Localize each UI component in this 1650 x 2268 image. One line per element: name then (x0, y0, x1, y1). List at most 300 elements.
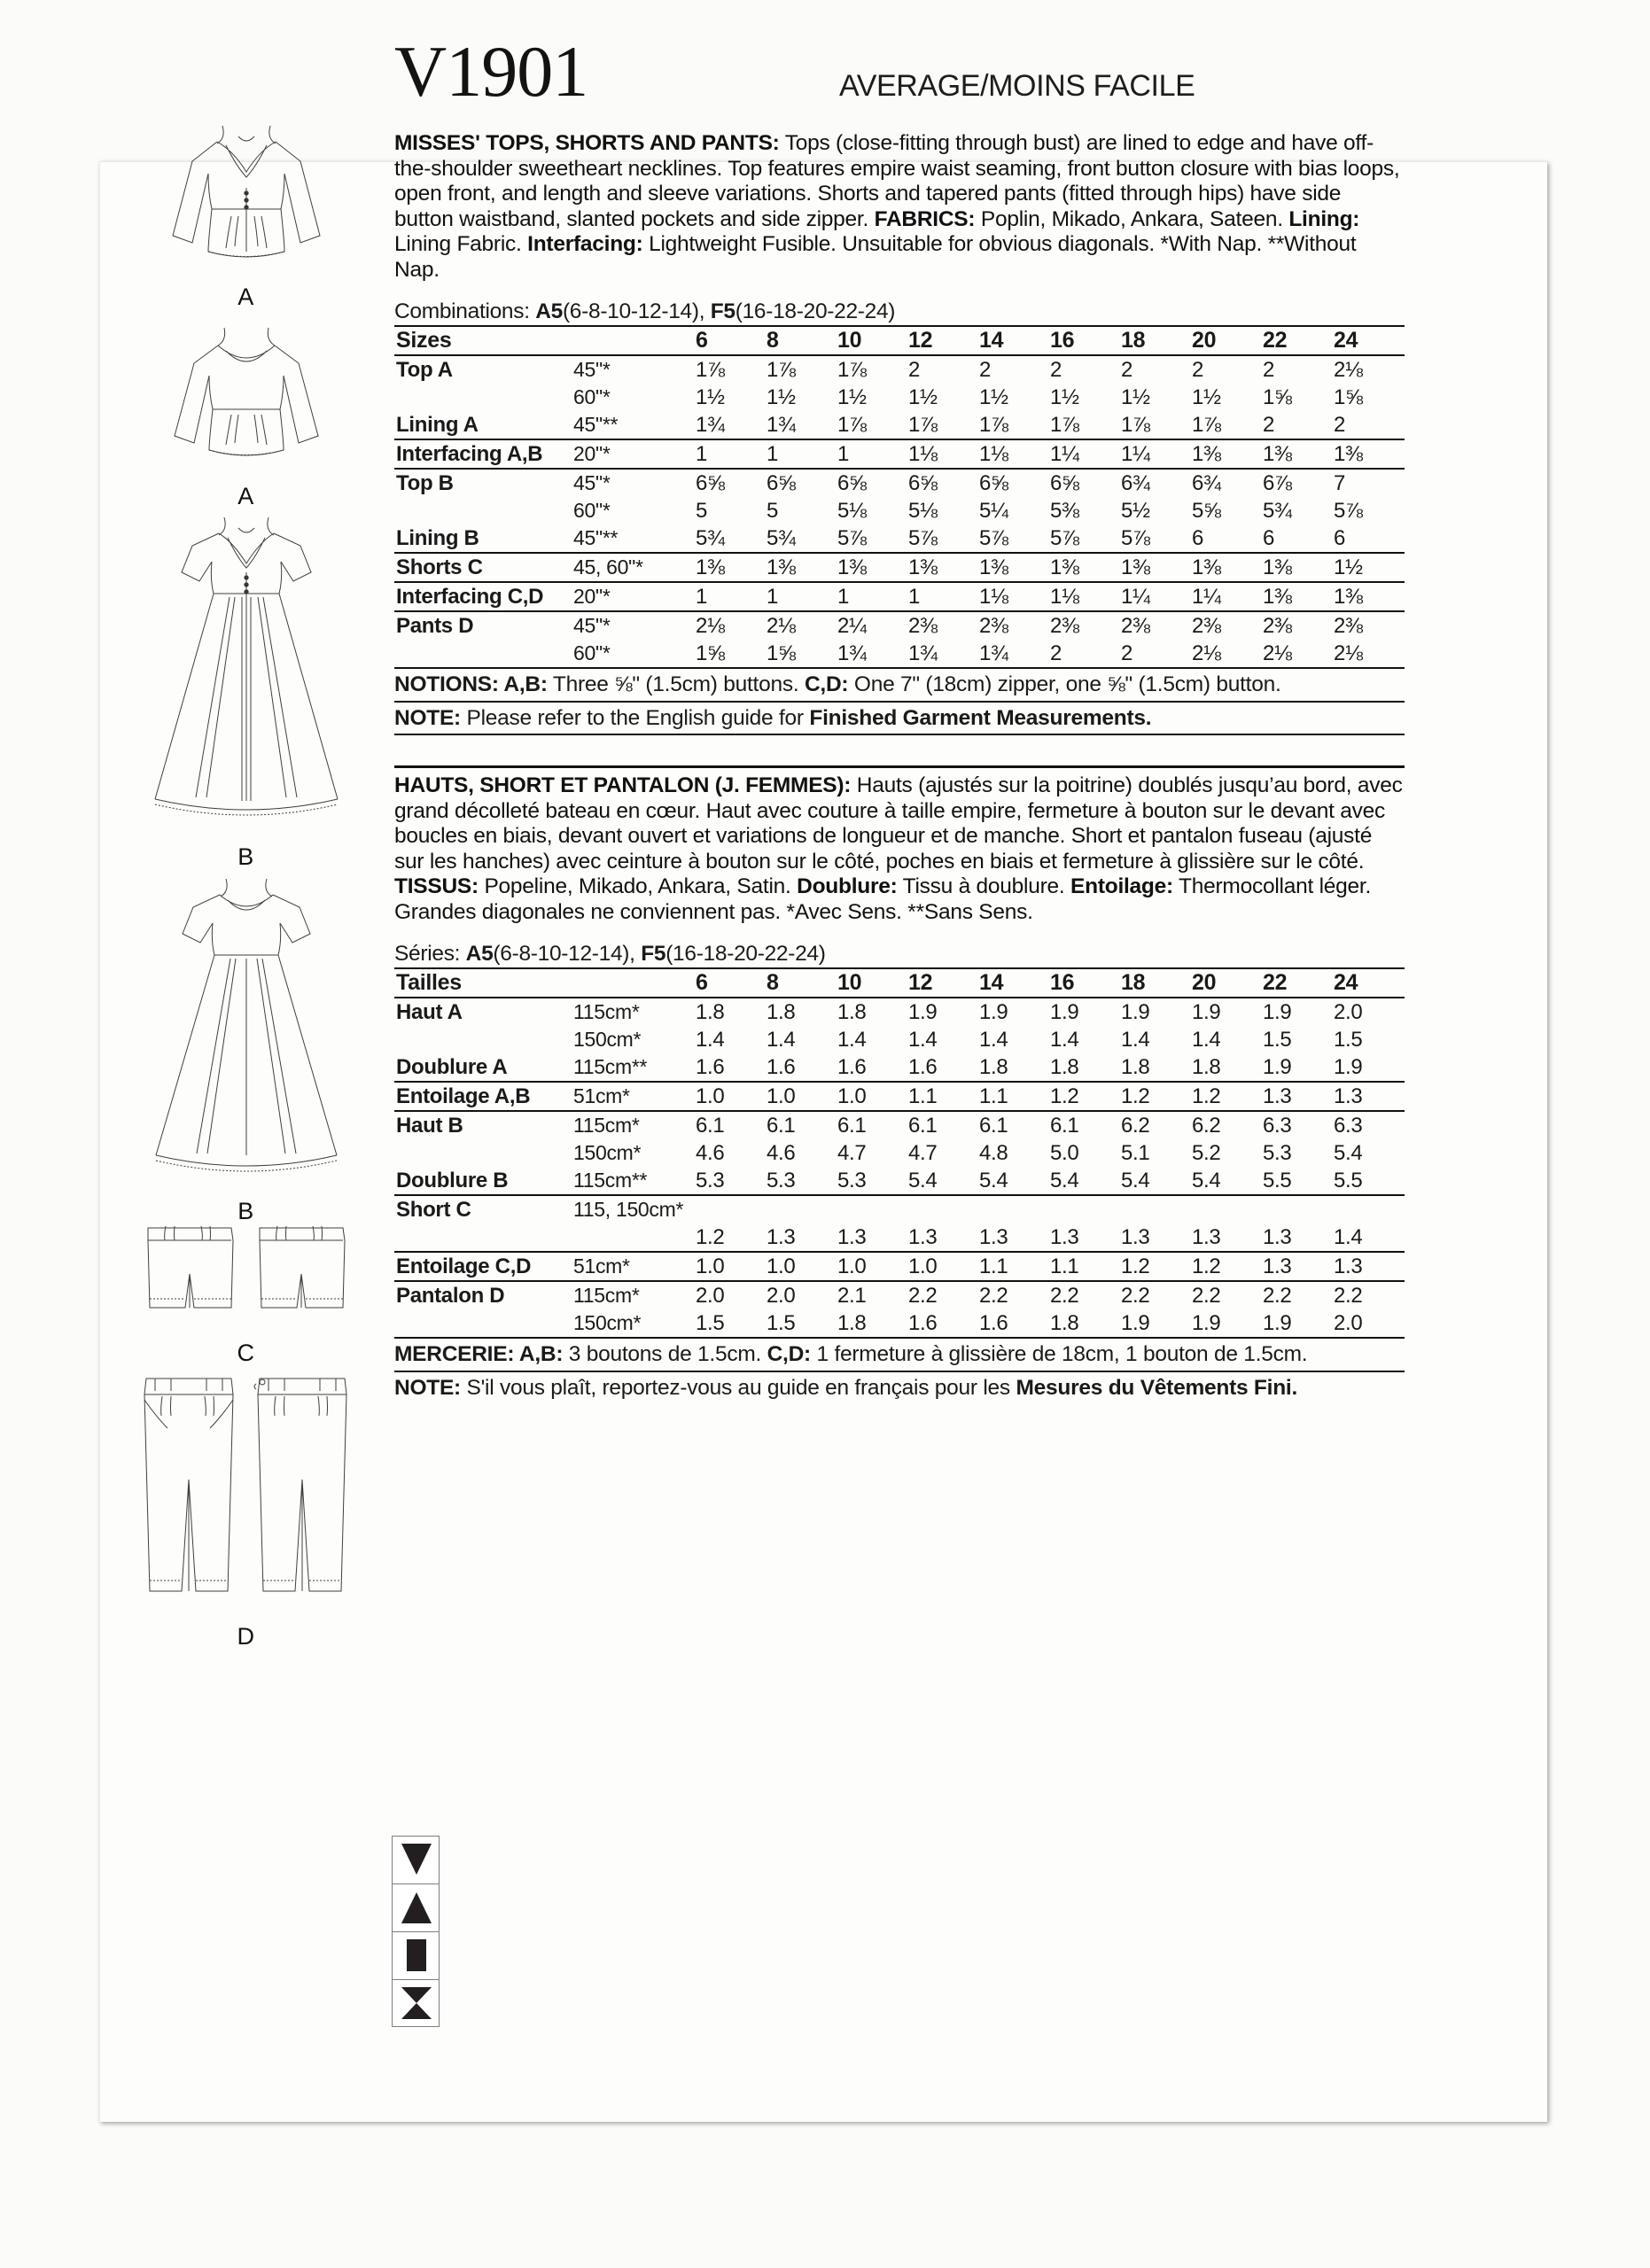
row-yardage-size-8: 1.4 (767, 1028, 796, 1052)
row-yardage-size-10: 1.3 (837, 1225, 867, 1249)
row-yardage-size-16: 2 (1050, 355, 1121, 384)
row-yardage-size-16: 1½ (1050, 385, 1079, 409)
row-yardage-size-14: 1.1 (979, 1082, 1050, 1111)
row-yardage-size-14: 1.6 (979, 1309, 1050, 1338)
english-note-emphasis: Finished Garment Measurements. (809, 706, 1152, 730)
row-yardage-size-8: 5.3 (767, 1169, 796, 1192)
view-label-a-back: A (237, 483, 254, 509)
french-combination-a5-sizes: (6-8-10-12-14), (493, 942, 642, 966)
page-title: V1901 (394, 31, 588, 112)
table-header-size-16: 16 (1050, 326, 1121, 355)
row-yardage-size-22: 5.3 (1263, 1141, 1292, 1165)
row-yardage-size-20: 1.9 (1192, 998, 1263, 1026)
french-combination-a5: A5 (465, 942, 494, 966)
row-garment-label: Shorts C (394, 553, 573, 582)
table-header-size-10: 10 (837, 326, 908, 355)
row-yardage-size-16: 1.8 (1050, 1055, 1079, 1079)
row-fabric-width: 20"* (573, 439, 696, 469)
row-yardage-size-10: 1½ (837, 385, 867, 409)
row-yardage-size-6: 1.8 (696, 998, 767, 1026)
row-yardage-size-20: 2 (1192, 355, 1263, 384)
row-yardage-size-22 (1263, 1195, 1334, 1223)
row-yardage-size-20: 5.2 (1192, 1141, 1221, 1165)
french-combinations-label: Séries: (394, 942, 466, 966)
row-yardage-size-24: 1⅜ (1334, 582, 1405, 611)
row-yardage-size-8: 6.1 (767, 1111, 837, 1139)
view-label-a-front: A (237, 284, 254, 310)
row-yardage-size-22: 2 (1263, 413, 1275, 437)
row-yardage-size-24: 2⅛ (1334, 640, 1405, 668)
table-header-size-12: 12 (908, 968, 979, 998)
row-garment-label: Haut B (394, 1111, 573, 1139)
english-notions-cd-label: C,D: (804, 672, 849, 696)
view-a-front-illustration (115, 122, 377, 311)
row-garment-label (394, 1309, 573, 1338)
row-yardage-size-6: 1 (696, 439, 767, 469)
table-header-size-24: 24 (1334, 968, 1405, 998)
row-yardage-size-18: 1.9 (1121, 1309, 1192, 1338)
row-yardage-size-14: 5⅞ (979, 526, 1008, 550)
french-fabrics-label: TISSUS: (394, 874, 479, 898)
row-garment-label: Top B (394, 469, 573, 497)
row-yardage-size-22: 6 (1263, 526, 1275, 550)
row-yardage-size-6: 1⅝ (696, 640, 767, 668)
row-yardage-size-24: 1.9 (1334, 1055, 1363, 1079)
table-header-size-8: 8 (767, 968, 837, 998)
row-yardage-size-24 (1334, 1195, 1405, 1223)
row-yardage-size-16: 5.4 (1050, 1169, 1079, 1192)
row-yardage-size-22: 1.3 (1263, 1252, 1334, 1281)
row-yardage-size-6: 4.6 (696, 1141, 725, 1165)
row-yardage-size-12: 1⅛ (908, 439, 979, 469)
row-yardage-size-8: 6⅝ (767, 469, 837, 497)
row-yardage-size-12: 1.1 (908, 1082, 979, 1111)
row-yardage-size-20: 1.8 (1192, 1055, 1221, 1079)
row-yardage-size-12: 1¾ (908, 640, 979, 668)
row-yardage-size-14: 1¾ (979, 640, 1050, 668)
row-yardage-size-14: 1.3 (979, 1225, 1008, 1249)
row-fabric-width: 115cm* (573, 998, 696, 1026)
row-yardage-size-20: 1.3 (1192, 1225, 1221, 1249)
row-yardage-size-10: 1⅞ (837, 355, 908, 384)
row-yardage-size-8: 1½ (767, 385, 796, 409)
row-garment-label: Lining B (396, 526, 479, 550)
row-yardage-size-16: 5⅞ (1050, 526, 1079, 550)
french-lining-body: Tissu à doublure. (897, 874, 1071, 898)
view-b-back-illustration (115, 877, 377, 1225)
row-yardage-size-16: 5⅜ (1050, 499, 1079, 523)
row-yardage-size-8: 1.6 (767, 1055, 796, 1079)
row-yardage-size-18: 1⅜ (1121, 553, 1192, 582)
row-yardage-size-16: 5.0 (1050, 1141, 1079, 1165)
row-fabric-width: 45, 60"* (573, 553, 696, 582)
english-combinations-label: Combinations: (394, 299, 536, 323)
row-yardage-size-10: 1.8 (837, 998, 908, 1026)
row-garment-label: Interfacing A,B (394, 439, 573, 469)
row-yardage-size-24: 6.3 (1334, 1111, 1405, 1139)
row-yardage-size-14: 6⅝ (979, 469, 1050, 497)
row-garment-label (394, 1139, 573, 1167)
without-nap-rectangle-icon (392, 1931, 440, 1979)
table-row (394, 1223, 1405, 1252)
table-header-size-16: 16 (1050, 968, 1121, 998)
table-header-size-8: 8 (767, 326, 837, 355)
french-notions-ab-body: 3 boutons de 1.5cm. (563, 1342, 767, 1366)
row-yardage-size-10: 1.4 (837, 1028, 867, 1052)
row-yardage-size-18: 1.2 (1121, 1082, 1192, 1111)
row-fabric-width: 60"* (573, 640, 696, 668)
row-yardage-size-16: 1¼ (1050, 439, 1121, 469)
row-yardage-size-12: 5.4 (908, 1169, 938, 1192)
english-combination-a5-sizes: (6-8-10-12-14), (562, 299, 711, 323)
row-yardage-size-22: 1⅝ (1263, 385, 1292, 409)
table-row (394, 998, 1405, 1026)
view-a-back-illustration (115, 326, 377, 510)
row-yardage-size-20: 2.2 (1192, 1281, 1263, 1309)
row-fabric-width: 45"* (573, 469, 696, 497)
row-yardage-size-14: 4.8 (979, 1141, 1008, 1165)
table-row (394, 469, 1405, 497)
table-header-size-14: 14 (979, 968, 1050, 998)
table-row (394, 439, 1405, 469)
english-notions (394, 672, 1405, 701)
table-row (394, 1252, 1405, 1281)
french-note-emphasis: Mesures du Vêtements Fini. (1016, 1376, 1298, 1400)
row-yardage-size-24: 2.0 (1334, 998, 1405, 1026)
table-row (394, 524, 1405, 553)
row-fabric-width: 150cm* (573, 1141, 642, 1164)
french-notions-cd-label: C,D: (767, 1342, 811, 1366)
table-header-fabric-width (573, 968, 696, 998)
row-fabric-width: 45"* (573, 611, 696, 640)
table-header-size-10: 10 (837, 968, 908, 998)
table-row (394, 611, 1405, 640)
row-yardage-size-24: 6 (1334, 526, 1346, 550)
english-fabrics-label: FABRICS: (874, 206, 976, 231)
row-yardage-size-16: 2.2 (1050, 1281, 1121, 1309)
view-label-c: C (237, 1340, 255, 1366)
english-description-title: MISSES' TOPS, SHORTS AND PANTS: (394, 131, 780, 155)
row-garment-label: Entoilage A,B (394, 1082, 573, 1111)
either-direction-bowtie-icon (392, 1979, 440, 2027)
row-yardage-size-6: 1⅞ (696, 355, 767, 384)
row-yardage-size-18: 6¾ (1121, 469, 1192, 497)
row-yardage-size-16: 6⅝ (1050, 469, 1121, 497)
french-lining-label: Doublure: (797, 874, 898, 898)
row-fabric-width: 115, 150cm* (573, 1195, 696, 1223)
french-description-title: HAUTS, SHORT ET PANTALON (J. FEMMES): (394, 773, 852, 797)
english-description (394, 131, 1405, 283)
row-yardage-size-16: 1.2 (1050, 1082, 1121, 1111)
view-c-shorts-illustration (115, 1223, 377, 1367)
row-yardage-size-8: 1.0 (767, 1252, 837, 1281)
row-yardage-size-22: 2.2 (1263, 1281, 1334, 1309)
row-yardage-size-12: 1.3 (908, 1225, 938, 1249)
row-yardage-size-22: 2⅛ (1263, 640, 1334, 668)
row-yardage-size-20: 1½ (1192, 385, 1221, 409)
row-yardage-size-20: 1.2 (1192, 1252, 1263, 1281)
difficulty-level: AVERAGE/MOINS FACILE (839, 69, 1195, 103)
row-yardage-size-10 (837, 1195, 908, 1223)
row-yardage-size-18: 1.4 (1121, 1028, 1150, 1052)
row-yardage-size-20: 6.2 (1192, 1111, 1263, 1139)
french-description-body: Hauts (ajustés sur la poitrine) doublés jusqu’au bord, avec grand décolleté bateau en cœur. Haut avec couture à taille empire, fermeture à bouton sur le devant avec boucles en biais, devant ouvert et variations de longueur et de manche. Short et pantalon fuseau (ajusté sur les hanches) avec ceinture à bouton sur le côté, poches en biais et fermeture à glissière sur le côté. (394, 773, 1403, 874)
table-row (394, 553, 1405, 582)
row-yardage-size-18: 1½ (1121, 385, 1150, 409)
view-label-b-front: B (237, 843, 254, 870)
row-yardage-size-8: 5 (767, 499, 779, 523)
row-yardage-size-8: 5¾ (767, 526, 796, 550)
french-interfacing-label: Entoilage: (1070, 874, 1173, 898)
row-yardage-size-10: 4.7 (837, 1141, 867, 1165)
row-yardage-size-12: 2.2 (908, 1281, 979, 1309)
row-yardage-size-8 (767, 1195, 837, 1223)
table-row (394, 497, 1405, 524)
row-yardage-size-24: 5.4 (1334, 1141, 1363, 1165)
row-yardage-size-22: 1.3 (1263, 1225, 1292, 1249)
row-garment-label: Pants D (394, 611, 573, 640)
row-yardage-size-16: 1⅞ (1050, 413, 1079, 437)
row-yardage-size-12: 2⅜ (908, 611, 979, 640)
row-yardage-size-16: 1⅛ (1050, 582, 1121, 611)
table-row (394, 1195, 1405, 1223)
french-table-body (394, 998, 1405, 1338)
table-header-size-18: 18 (1121, 968, 1192, 998)
row-garment-label: Top A (394, 355, 573, 384)
row-yardage-size-16: 1⅜ (1050, 553, 1121, 582)
row-yardage-size-10: 1.0 (837, 1252, 908, 1281)
row-yardage-size-16: 2⅜ (1050, 611, 1121, 640)
row-fabric-width: 51cm* (573, 1252, 696, 1281)
row-yardage-size-16: 1.4 (1050, 1028, 1079, 1052)
row-yardage-size-16: 1.8 (1050, 1309, 1121, 1338)
row-yardage-size-22: 2 (1263, 355, 1334, 384)
row-yardage-size-14: 1⅛ (979, 439, 1050, 469)
row-yardage-size-18: 2 (1121, 355, 1192, 384)
row-yardage-size-6: 1.6 (696, 1055, 725, 1079)
french-notions-label: MERCERIE: (394, 1342, 515, 1366)
row-yardage-size-20: 5⅝ (1192, 499, 1221, 523)
table-header-size-22: 22 (1263, 968, 1334, 998)
table-header-size-24: 24 (1334, 326, 1405, 355)
row-yardage-size-10: 6.1 (837, 1111, 908, 1139)
row-yardage-size-10: 2.1 (837, 1281, 908, 1309)
row-yardage-size-10: 1.6 (837, 1055, 867, 1079)
row-yardage-size-6: 1.0 (696, 1082, 767, 1111)
row-yardage-size-14: 1⅞ (979, 413, 1008, 437)
row-garment-label (394, 1026, 573, 1053)
row-yardage-size-18: 5.4 (1121, 1169, 1150, 1192)
row-yardage-size-22: 1.5 (1263, 1028, 1292, 1052)
row-yardage-size-10: 2¼ (837, 611, 908, 640)
row-yardage-size-6 (696, 1195, 767, 1223)
row-yardage-size-18 (1121, 1195, 1192, 1223)
english-note (394, 701, 1405, 735)
row-yardage-size-8: 1⅝ (767, 640, 837, 668)
english-interfacing-body: Lightweight Fusible. Unsuitable for obvious diagonals. *With Nap. **Without Nap. (394, 232, 1357, 282)
row-yardage-size-20: 6¾ (1192, 469, 1263, 497)
french-note (394, 1371, 1405, 1403)
row-yardage-size-12: 1⅜ (908, 553, 979, 582)
row-fabric-width: 20"* (573, 582, 696, 611)
row-yardage-size-22: 5¾ (1263, 499, 1292, 523)
french-combination-f5: F5 (641, 942, 666, 966)
row-fabric-width: 150cm* (573, 1028, 642, 1051)
row-yardage-size-6: 6⅝ (696, 469, 767, 497)
english-interfacing-label: Interfacing: (527, 232, 643, 256)
row-yardage-size-14: 2⅜ (979, 611, 1050, 640)
technical-drawings-column (115, 62, 377, 1922)
english-notions-ab-body: Three ⅝" (1.5cm) buttons. (547, 672, 805, 696)
row-yardage-size-24: 5.5 (1334, 1169, 1363, 1192)
row-yardage-size-24: 5⅞ (1334, 499, 1363, 523)
french-description (394, 773, 1405, 925)
french-notions-ab-label: A,B: (514, 1342, 564, 1366)
french-notions-cd-body: 1 fermeture à glissière de 18cm, 1 bouton de 1.5cm. (810, 1342, 1308, 1366)
row-yardage-size-12: 6⅝ (908, 469, 979, 497)
row-yardage-size-22: 1⅜ (1263, 582, 1334, 611)
row-yardage-size-18: 5⅞ (1121, 526, 1150, 550)
row-yardage-size-24: 1.4 (1334, 1225, 1363, 1249)
table-header-size-6: 6 (696, 968, 767, 998)
english-notions-cd-body: One 7" (18cm) zipper, one ⅝" (1.5cm) button. (848, 672, 1281, 696)
row-yardage-size-18: 1.2 (1121, 1252, 1192, 1281)
english-note-label: NOTE: (394, 706, 461, 730)
row-yardage-size-24: 1⅜ (1334, 439, 1405, 469)
row-yardage-size-16: 1.9 (1050, 998, 1121, 1026)
row-yardage-size-20: 2⅜ (1192, 611, 1263, 640)
row-yardage-size-10: 1⅜ (837, 553, 908, 582)
table-header-fabric-width (573, 326, 696, 355)
french-combinations (394, 941, 1405, 967)
row-yardage-size-20: 1¼ (1192, 582, 1263, 611)
english-combination-a5: A5 (535, 299, 563, 323)
table-row (394, 1053, 1405, 1082)
row-yardage-size-20: 1⅞ (1192, 413, 1221, 437)
row-fabric-width: 60"* (573, 385, 611, 408)
table-row (394, 411, 1405, 439)
row-yardage-size-6: 5 (696, 499, 708, 523)
row-yardage-size-6: 5.3 (696, 1169, 725, 1192)
with-nap-up-triangle-icon (392, 1884, 440, 1931)
row-yardage-size-6: 1.4 (696, 1028, 725, 1052)
row-yardage-size-16: 2 (1050, 640, 1121, 668)
row-yardage-size-8: 1⅞ (767, 355, 837, 384)
row-yardage-size-12: 1.9 (908, 998, 979, 1026)
row-yardage-size-6: 1 (696, 582, 767, 611)
table-row (394, 1281, 1405, 1309)
row-yardage-size-12: 5⅛ (908, 499, 938, 523)
row-fabric-width: 115cm** (573, 1055, 648, 1078)
row-yardage-size-22: 2⅜ (1263, 611, 1334, 640)
french-note-label: NOTE: (394, 1376, 461, 1400)
row-garment-label: Haut A (394, 998, 573, 1026)
row-garment-label: Doublure A (396, 1055, 508, 1079)
row-yardage-size-14: 1.9 (979, 998, 1050, 1026)
row-yardage-size-18: 5½ (1121, 499, 1150, 523)
row-yardage-size-10: 1 (837, 439, 908, 469)
french-interfacing-body: Thermocollant léger. Grandes diagonales ne conviennent pas. *Avec Sens. **Sans Sens. (394, 874, 1372, 924)
row-yardage-size-6: 1.5 (696, 1309, 767, 1338)
row-yardage-size-16 (1050, 1195, 1121, 1223)
row-yardage-size-6: 2.0 (696, 1281, 767, 1309)
with-nap-down-triangle-icon (392, 1836, 440, 1884)
english-yardage-table (394, 325, 1405, 669)
row-garment-label (394, 1223, 573, 1252)
french-fabrics-body: Popeline, Mikado, Ankara, Satin. (478, 874, 798, 898)
row-yardage-size-22: 1.9 (1263, 1309, 1334, 1338)
row-yardage-size-14: 1½ (979, 385, 1008, 409)
row-yardage-size-14: 1.8 (979, 1055, 1008, 1079)
row-yardage-size-22: 5.5 (1263, 1169, 1292, 1192)
row-yardage-size-18: 2⅜ (1121, 611, 1192, 640)
row-yardage-size-20: 2⅛ (1192, 640, 1263, 668)
table-row (394, 384, 1405, 411)
row-fabric-width: 51cm* (573, 1082, 696, 1111)
table-header-size-6: 6 (696, 326, 767, 355)
row-yardage-size-6: 1½ (696, 385, 725, 409)
english-lining-label: Lining: (1288, 206, 1360, 231)
row-yardage-size-24: 1.5 (1334, 1028, 1363, 1052)
english-combination-f5: F5 (710, 299, 735, 323)
row-yardage-size-8: 1 (767, 439, 837, 469)
french-notions (394, 1341, 1405, 1371)
row-yardage-size-24: 1⅝ (1334, 385, 1363, 409)
row-yardage-size-18: 2 (1121, 640, 1192, 668)
row-yardage-size-14: 1.1 (979, 1252, 1050, 1281)
row-yardage-size-8: 1.3 (767, 1225, 796, 1249)
row-yardage-size-22: 1.9 (1263, 998, 1334, 1026)
french-yardage-table (394, 967, 1405, 1339)
row-yardage-size-8: 2.0 (767, 1281, 837, 1309)
row-yardage-size-20: 5.4 (1192, 1169, 1221, 1192)
row-yardage-size-8: 1⅜ (767, 553, 837, 582)
row-yardage-size-6: 5¾ (696, 526, 725, 550)
table-header-row (394, 326, 1405, 355)
row-yardage-size-16: 6.1 (1050, 1111, 1121, 1139)
row-yardage-size-12: 1.0 (908, 1252, 979, 1281)
table-row (394, 1082, 1405, 1111)
view-label-d: D (237, 1623, 255, 1650)
row-yardage-size-12: 1⅞ (908, 413, 938, 437)
row-yardage-size-20: 1⅜ (1192, 439, 1263, 469)
row-fabric-width (573, 1223, 696, 1252)
table-header-size-22: 22 (1263, 326, 1334, 355)
row-yardage-size-16: 1.1 (1050, 1252, 1121, 1281)
row-yardage-size-6: 1⅜ (696, 553, 767, 582)
row-yardage-size-14: 5¼ (979, 499, 1008, 523)
row-garment-label: Entoilage C,D (394, 1252, 573, 1281)
row-yardage-size-12: 2 (908, 355, 979, 384)
table-row (394, 1309, 1405, 1338)
row-yardage-size-22: 1.9 (1263, 1055, 1292, 1079)
row-garment-label: Interfacing C,D (394, 582, 573, 611)
row-fabric-width: 115cm* (573, 1111, 696, 1139)
english-fabrics-body: Poplin, Mikado, Ankara, Sateen. (975, 206, 1289, 231)
row-yardage-size-24: 1.3 (1334, 1082, 1405, 1111)
row-yardage-size-6: 1.2 (696, 1225, 725, 1249)
row-yardage-size-14: 5.4 (979, 1169, 1008, 1192)
view-label-b-back: B (237, 1198, 254, 1224)
row-yardage-size-20: 1.4 (1192, 1028, 1221, 1052)
row-garment-label: Short C (394, 1195, 573, 1223)
english-notions-ab-label: A,B: (498, 672, 548, 696)
row-yardage-size-22: 1⅜ (1263, 553, 1334, 582)
row-garment-label: Lining A (396, 413, 479, 437)
english-note-body: Please refer to the English guide for (460, 706, 810, 730)
row-yardage-size-20: 1.9 (1192, 1309, 1263, 1338)
row-yardage-size-8: 1.0 (767, 1082, 837, 1111)
